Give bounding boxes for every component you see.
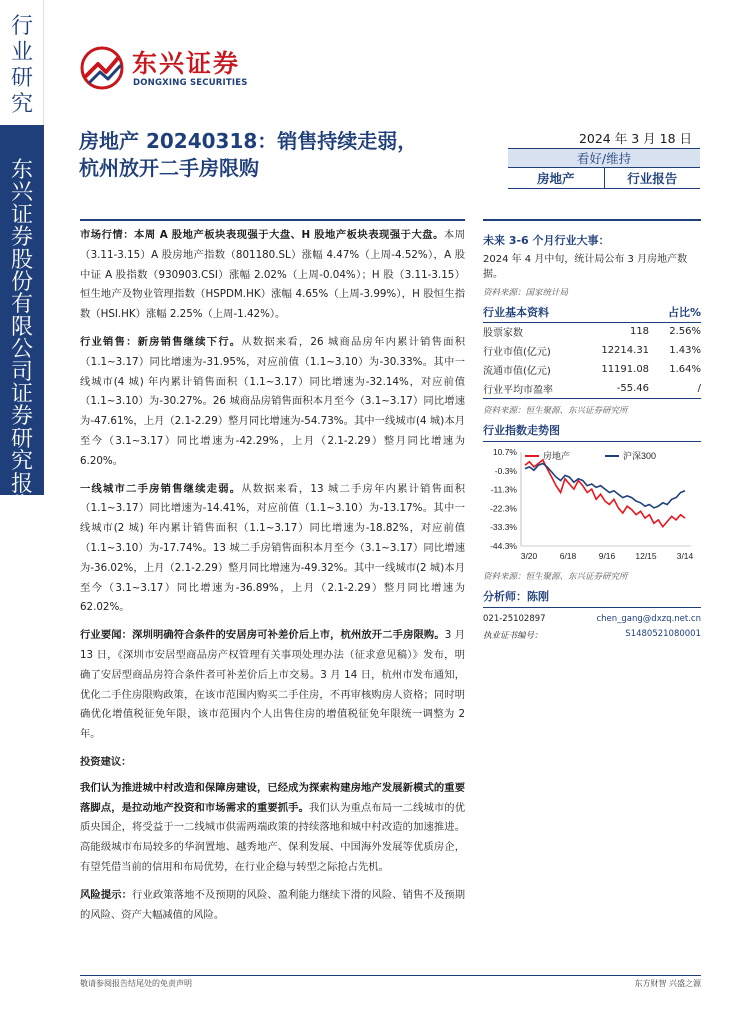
company-report-label: 东兴证券股份有限公司证券研究报告	[10, 158, 33, 520]
header-divider-right	[483, 219, 701, 221]
market-lead: 市场行情：本周 A 股地产板块表现强于大盘、H 股地产板块表现强于大盘。	[80, 229, 444, 241]
trend-source: 资料来源：恒生聚源、东兴证券研究所	[483, 571, 628, 582]
footer-slogan: 东方财智 兴盛之源	[634, 979, 701, 988]
risk-text: 行业政策落地不及预期的风险、盈利能力继续下滑的风险、销售不及预期的风险、资产大幅减值的风险。	[80, 888, 466, 921]
row-value: -55.46	[580, 379, 655, 398]
x-tick-label: 3/14	[676, 550, 694, 561]
sector-tag: 房地产	[508, 168, 605, 188]
row-label: 流通市值(亿元)	[483, 366, 551, 377]
row-value: 11191.08	[601, 364, 650, 375]
investment-title: 投资建议：	[80, 755, 132, 768]
row-pct: 2.56%	[669, 326, 701, 338]
news-lead: 行业要闻：深圳明确符合条件的安居房可补差价后上市，杭州放开二手房限购。	[80, 629, 445, 642]
pct-heading: 占比%	[655, 302, 701, 322]
report-title-line1: 房地产 20240318：销售持续走弱，	[79, 129, 418, 153]
company-logo	[80, 40, 280, 96]
events-heading: 未来 3-6 个月行业大事：	[483, 234, 610, 247]
company-side-band	[0, 125, 44, 520]
investment-text: 我们认为重点布局一二线城市的优质央国企，将受益于一二线城市供需两端政策的持续落地和城中村改造的加速推进。高能级城市布局较多的华润置地、越秀地产、保利发展、中国海外发展等优质房企，有望凭借当前的信用和布局优势，在行业企稳与转型之际抢占先机。	[80, 801, 465, 873]
logo-chinese-name: 东兴证券	[132, 49, 241, 78]
row-value: 12214.31	[601, 345, 650, 356]
resale-lead: 一线城市二手房销售继续走弱。	[80, 482, 242, 495]
market-paragraph	[80, 226, 465, 325]
basic-table-header	[483, 302, 701, 322]
logo-english-name: DONGXING SECURITIES	[133, 78, 248, 88]
x-tick-label: 6/18	[559, 550, 577, 561]
y-tick-label: -0.3%	[494, 465, 517, 476]
report-category-label: 行业研究	[10, 14, 33, 117]
row-pct: /	[655, 379, 701, 398]
table-row	[483, 322, 701, 341]
rating-badge: 看好/维持	[508, 149, 700, 168]
logo-mark-icon	[80, 46, 128, 90]
news-paragraph	[80, 626, 465, 745]
report-category-side	[0, 0, 44, 125]
report-title-line2: 杭州放开二手房限购	[79, 156, 259, 180]
analyst-contact	[483, 614, 701, 624]
resale-paragraph	[80, 480, 465, 619]
y-tick-label: -44.3%	[490, 540, 517, 551]
table-row	[483, 360, 701, 379]
y-tick-label: 10.7%	[492, 446, 517, 457]
header-divider-left	[80, 219, 465, 221]
x-tick-label: 9/16	[598, 550, 616, 561]
x-tick-label: 3/20	[520, 550, 538, 561]
basic-info-heading: 行业基本资料	[483, 302, 655, 322]
report-date: 2024 年 3 月 18 日	[508, 128, 700, 149]
report-type-tag: 行业报告	[627, 171, 678, 186]
report-body	[80, 226, 465, 933]
table-row	[483, 379, 701, 398]
new-home-sales-paragraph	[80, 333, 465, 472]
footer-divider	[80, 975, 701, 976]
y-tick-label: -11.3%	[490, 484, 517, 495]
basic-info-source: 资料来源：恒生聚源、东兴证券研究所	[483, 405, 628, 416]
legend-label: 沪深300	[623, 450, 657, 461]
investment-paragraph	[80, 779, 465, 878]
x-tick-label: 12/15	[635, 550, 657, 561]
report-info-box	[508, 128, 700, 189]
news-text: 3 月 13 日，《深圳市安居型商品房产权管理有关事项处理办法（征求意见稿）》发布，明确了安居型商品房符合条件者可补差价后上市交易。3 月 14 日，杭州市发布通知，优化二手住房限购政策，在该市范围内购买二手住房，不再审核购房人资格；同时明确优化增值税征免年限，该市范围内个人出售住房的增值税征免年限统一调整为 2 年。	[80, 629, 465, 741]
analyst-cert-number: S1480521080001	[625, 628, 701, 639]
report-title	[79, 128, 499, 182]
report-tags	[508, 168, 700, 189]
analyst-cert-label: 执业证书编号：	[483, 630, 543, 641]
risk-lead: 风险提示：	[80, 888, 133, 901]
new-home-sales-lead: 行业销售：新房销售继续下行。	[80, 335, 242, 348]
events-source: 资料来源：国家统计局	[483, 288, 569, 298]
analyst-heading: 分析师：陈刚	[483, 588, 701, 608]
industry-index-chart	[483, 446, 701, 568]
y-tick-label: -22.3%	[490, 502, 517, 513]
row-pct: 1.64%	[669, 364, 701, 375]
events-text: 2024 年 4 月中旬，统计局公布 3 月房地产数据。	[483, 254, 688, 280]
row-label: 行业平均市盈率	[483, 379, 580, 398]
risk-paragraph	[80, 886, 465, 926]
market-text: 本周（3.11-3.15）A 股房地产指数（801180.SL）涨幅 4.47%（上周-4.52%），A 股中证 A 股指数（930903.CSI）涨幅 2.02%（上周-0.04%）；H 股（3.11-3.15）恒生地产及物业管理指数（HSPDM.HK）涨幅 4.65%（上周-3.99%），H 股恒生指数（HSI.HK）涨幅 2.25%（上周-1.42%）。	[80, 229, 466, 321]
resale-text: 从数据来看，13 城二手房年内累计销售面积（1.1~3.17）同比增速为-14.41%，对应前值（1.1~3.10）为-13.17%。其中一线城市(2 城) 年内累计销售面积（1.1~3.17）同比增速为-18.82%，对应前值（1.1~3.10）为-17.74%。13 城二手房销售面积本月至今（3.1~3.17）同比增速为-36.02%，上月（2.1-2.29）整月同比增速为-49.32%。其中一线城市(2 城)本月至今（3.1~3.17）同比增速为-36.89%，上月（2.1-2.29）整月同比增速为 62.02%。	[80, 482, 466, 614]
row-value: 118	[629, 326, 650, 338]
trend-heading: 行业指数走势图	[483, 422, 701, 442]
legend-label: 房地产	[543, 450, 571, 461]
right-column	[483, 226, 701, 641]
analyst-phone: 021-25102897	[483, 613, 546, 624]
row-label: 行业市值(亿元)	[483, 347, 551, 358]
footer-disclaimer[interactable]: 敬请参阅报告结尾处的免责声明	[80, 979, 192, 988]
y-tick-label: -33.3%	[490, 521, 517, 532]
analyst-cert	[483, 629, 701, 641]
investment-lead: 我们认为推进城中村改造和保障房建设，已经成为探索构建房地产发展新模式的重要落脚点，是拉动地产投资和市场需求的重要抓手。	[80, 781, 465, 814]
basic-info-table	[483, 302, 701, 399]
row-pct: 1.43%	[669, 345, 701, 356]
analyst-email[interactable]: chen_gang@dxzq.net.cn	[596, 613, 701, 624]
row-label: 股票家数	[483, 328, 523, 340]
new-home-sales-text: 从数据来看，26 城商品房年内累计销售面积（1.1~3.17）同比增速为-31.95%，对应前值（1.1~3.10）为-30.33%。其中一线城市(4 城) 年内累计销售面积（1.1~3.17）同比增速为-32.14%，对应前值（1.1~3.10）为-30.27%。26 城商品房销售面积本月至今（3.1~3.17）同比增速为-47.61%，上月（2.1-2.29）整月同比增速为-54.73%。其中一线城市(4 城)本月至今（3.1~3.17）同比增速为-42.29%，上月（2.1-2.29）整月同比增速为 6.20%。	[80, 335, 466, 467]
table-row	[483, 341, 701, 360]
